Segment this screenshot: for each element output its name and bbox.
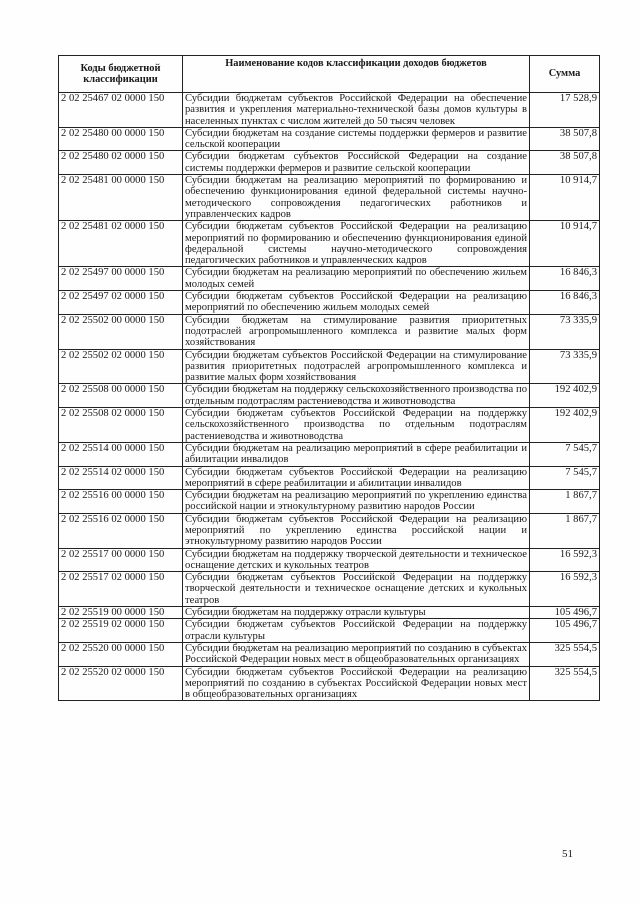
row-sum: 73 335,9	[530, 349, 600, 384]
header-row	[59, 56, 600, 93]
row-name: Субсидии бюджетам на реализацию мероприятий по укреплению единства российской нации и этнокультурному развитию народов России	[183, 490, 530, 514]
row-code: 2 02 25516 02 0000 150	[59, 513, 183, 548]
header-code-column: Коды бюджетной классификации	[59, 56, 183, 93]
row-sum: 16 846,3	[530, 267, 600, 291]
table-row	[59, 175, 600, 221]
table-row	[59, 466, 600, 490]
row-sum: 16 592,3	[530, 572, 600, 607]
row-name: Субсидии бюджетам на реализацию мероприятий по формированию и обеспечению функционирования единой федеральной системы научно-методического сопровождения педагогических работников и управленческих кадров	[183, 175, 530, 221]
row-name: Субсидии бюджетам субъектов Российской Федерации на поддержку творческой деятельности и техническое оснащение детских и кукольных театров	[183, 572, 530, 607]
table-row	[59, 349, 600, 384]
row-name: Субсидии бюджетам на создание системы поддержки фермеров и развитие сельской кооперации	[183, 127, 530, 151]
row-code: 2 02 25497 02 0000 150	[59, 291, 183, 315]
table-header	[59, 56, 600, 93]
row-sum: 16 846,3	[530, 291, 600, 315]
row-name: Субсидии бюджетам на стимулирование развития приоритетных подотраслей агропромышленного комплекса и развитие малых форм хозяйствования	[183, 314, 530, 349]
row-code: 2 02 25520 02 0000 150	[59, 666, 183, 701]
row-code: 2 02 25517 02 0000 150	[59, 572, 183, 607]
row-code: 2 02 25520 00 0000 150	[59, 642, 183, 666]
table-row	[59, 267, 600, 291]
row-code: 2 02 25467 02 0000 150	[59, 93, 183, 128]
header-name-column: Наименование кодов классификации доходов бюджетов	[183, 56, 530, 93]
table-row	[59, 291, 600, 315]
row-code: 2 02 25508 02 0000 150	[59, 408, 183, 443]
row-name: Субсидии бюджетам субъектов Российской Федерации на реализацию мероприятий по созданию в субъектах Российской Федерации новых мест в общеобразовательных организациях	[183, 666, 530, 701]
table-row	[59, 314, 600, 349]
row-name: Субсидии бюджетам субъектов Российской Федерации на поддержку сельскохозяйственного производства по отдельным подотраслям растениеводства и животноводства	[183, 408, 530, 443]
table-row	[59, 607, 600, 619]
row-name: Субсидии бюджетам на реализацию мероприятий по созданию в субъектах Российской Федерации новых мест в общеобразовательных организациях	[183, 642, 530, 666]
row-name: Субсидии бюджетам субъектов Российской Федерации на поддержку отрасли культуры	[183, 619, 530, 643]
table-row	[59, 127, 600, 151]
row-sum: 1 867,7	[530, 513, 600, 548]
table-row	[59, 408, 600, 443]
row-sum: 325 554,5	[530, 666, 600, 701]
budget-revenue-table	[58, 55, 600, 701]
row-name: Субсидии бюджетам субъектов Российской Федерации на реализацию мероприятий по укреплению единства российской нации и этнокультурному развитию народов России	[183, 513, 530, 548]
row-sum: 38 507,8	[530, 127, 600, 151]
row-code: 2 02 25516 00 0000 150	[59, 490, 183, 514]
row-sum: 16 592,3	[530, 548, 600, 572]
table-row	[59, 642, 600, 666]
row-sum: 192 402,9	[530, 384, 600, 408]
row-code: 2 02 25480 02 0000 150	[59, 151, 183, 175]
row-code: 2 02 25497 00 0000 150	[59, 267, 183, 291]
row-sum: 7 545,7	[530, 466, 600, 490]
page-number: 51	[562, 848, 573, 860]
row-sum: 325 554,5	[530, 642, 600, 666]
row-name: Субсидии бюджетам на реализацию мероприятий в сфере реабилитации и абилитации инвалидов	[183, 442, 530, 466]
row-name: Субсидии бюджетам субъектов Российской Федерации на реализацию мероприятий в сфере реабилитации и абилитации инвалидов	[183, 466, 530, 490]
row-sum: 192 402,9	[530, 408, 600, 443]
row-sum: 105 496,7	[530, 607, 600, 619]
table-row	[59, 490, 600, 514]
row-name: Субсидии бюджетам субъектов Российской Федерации на реализацию мероприятий по формированию и обеспечению функционирования единой федеральной системы научно-методического сопровождения педагогических работников и управленческих кадров	[183, 221, 530, 267]
row-code: 2 02 25519 00 0000 150	[59, 607, 183, 619]
table-row	[59, 548, 600, 572]
row-code: 2 02 25480 00 0000 150	[59, 127, 183, 151]
table-row	[59, 666, 600, 701]
table-row	[59, 513, 600, 548]
row-name: Субсидии бюджетам субъектов Российской Федерации на обеспечение развития и укрепления материально-технической базы домов культуры в населенных пунктах с числом жителей до 50 тысяч человек	[183, 93, 530, 128]
row-code: 2 02 25481 00 0000 150	[59, 175, 183, 221]
row-sum: 105 496,7	[530, 619, 600, 643]
row-sum: 38 507,8	[530, 151, 600, 175]
row-sum: 10 914,7	[530, 221, 600, 267]
row-name: Субсидии бюджетам на поддержку сельскохозяйственного производства по отдельным подотраслям растениеводства и животноводства	[183, 384, 530, 408]
table-body	[59, 93, 600, 701]
row-sum: 1 867,7	[530, 490, 600, 514]
row-code: 2 02 25508 00 0000 150	[59, 384, 183, 408]
row-sum: 7 545,7	[530, 442, 600, 466]
row-name: Субсидии бюджетам на поддержку отрасли культуры	[183, 607, 530, 619]
row-name: Субсидии бюджетам субъектов Российской Федерации на стимулирование развития приоритетных подотраслей агропромышленного комплекса и развитие малых форм хозяйствования	[183, 349, 530, 384]
row-name: Субсидии бюджетам на реализацию мероприятий по обеспечению жильем молодых семей	[183, 267, 530, 291]
row-sum: 73 335,9	[530, 314, 600, 349]
row-name: Субсидии бюджетам на поддержку творческой деятельности и техническое оснащение детских и кукольных театров	[183, 548, 530, 572]
row-name: Субсидии бюджетам субъектов Российской Федерации на создание системы поддержки фермеров и развитие сельской кооперации	[183, 151, 530, 175]
table-row	[59, 619, 600, 643]
header-sum-column: Сумма	[530, 56, 600, 93]
row-code: 2 02 25502 00 0000 150	[59, 314, 183, 349]
table-row	[59, 151, 600, 175]
row-sum: 17 528,9	[530, 93, 600, 128]
row-code: 2 02 25481 02 0000 150	[59, 221, 183, 267]
row-code: 2 02 25514 02 0000 150	[59, 466, 183, 490]
row-code: 2 02 25519 02 0000 150	[59, 619, 183, 643]
row-code: 2 02 25517 00 0000 150	[59, 548, 183, 572]
table-row	[59, 93, 600, 128]
table-row	[59, 221, 600, 267]
table-row	[59, 384, 600, 408]
row-code: 2 02 25502 02 0000 150	[59, 349, 183, 384]
table-row	[59, 442, 600, 466]
row-code: 2 02 25514 00 0000 150	[59, 442, 183, 466]
table-row	[59, 572, 600, 607]
row-sum: 10 914,7	[530, 175, 600, 221]
row-name: Субсидии бюджетам субъектов Российской Федерации на реализацию мероприятий по обеспечению жильем молодых семей	[183, 291, 530, 315]
